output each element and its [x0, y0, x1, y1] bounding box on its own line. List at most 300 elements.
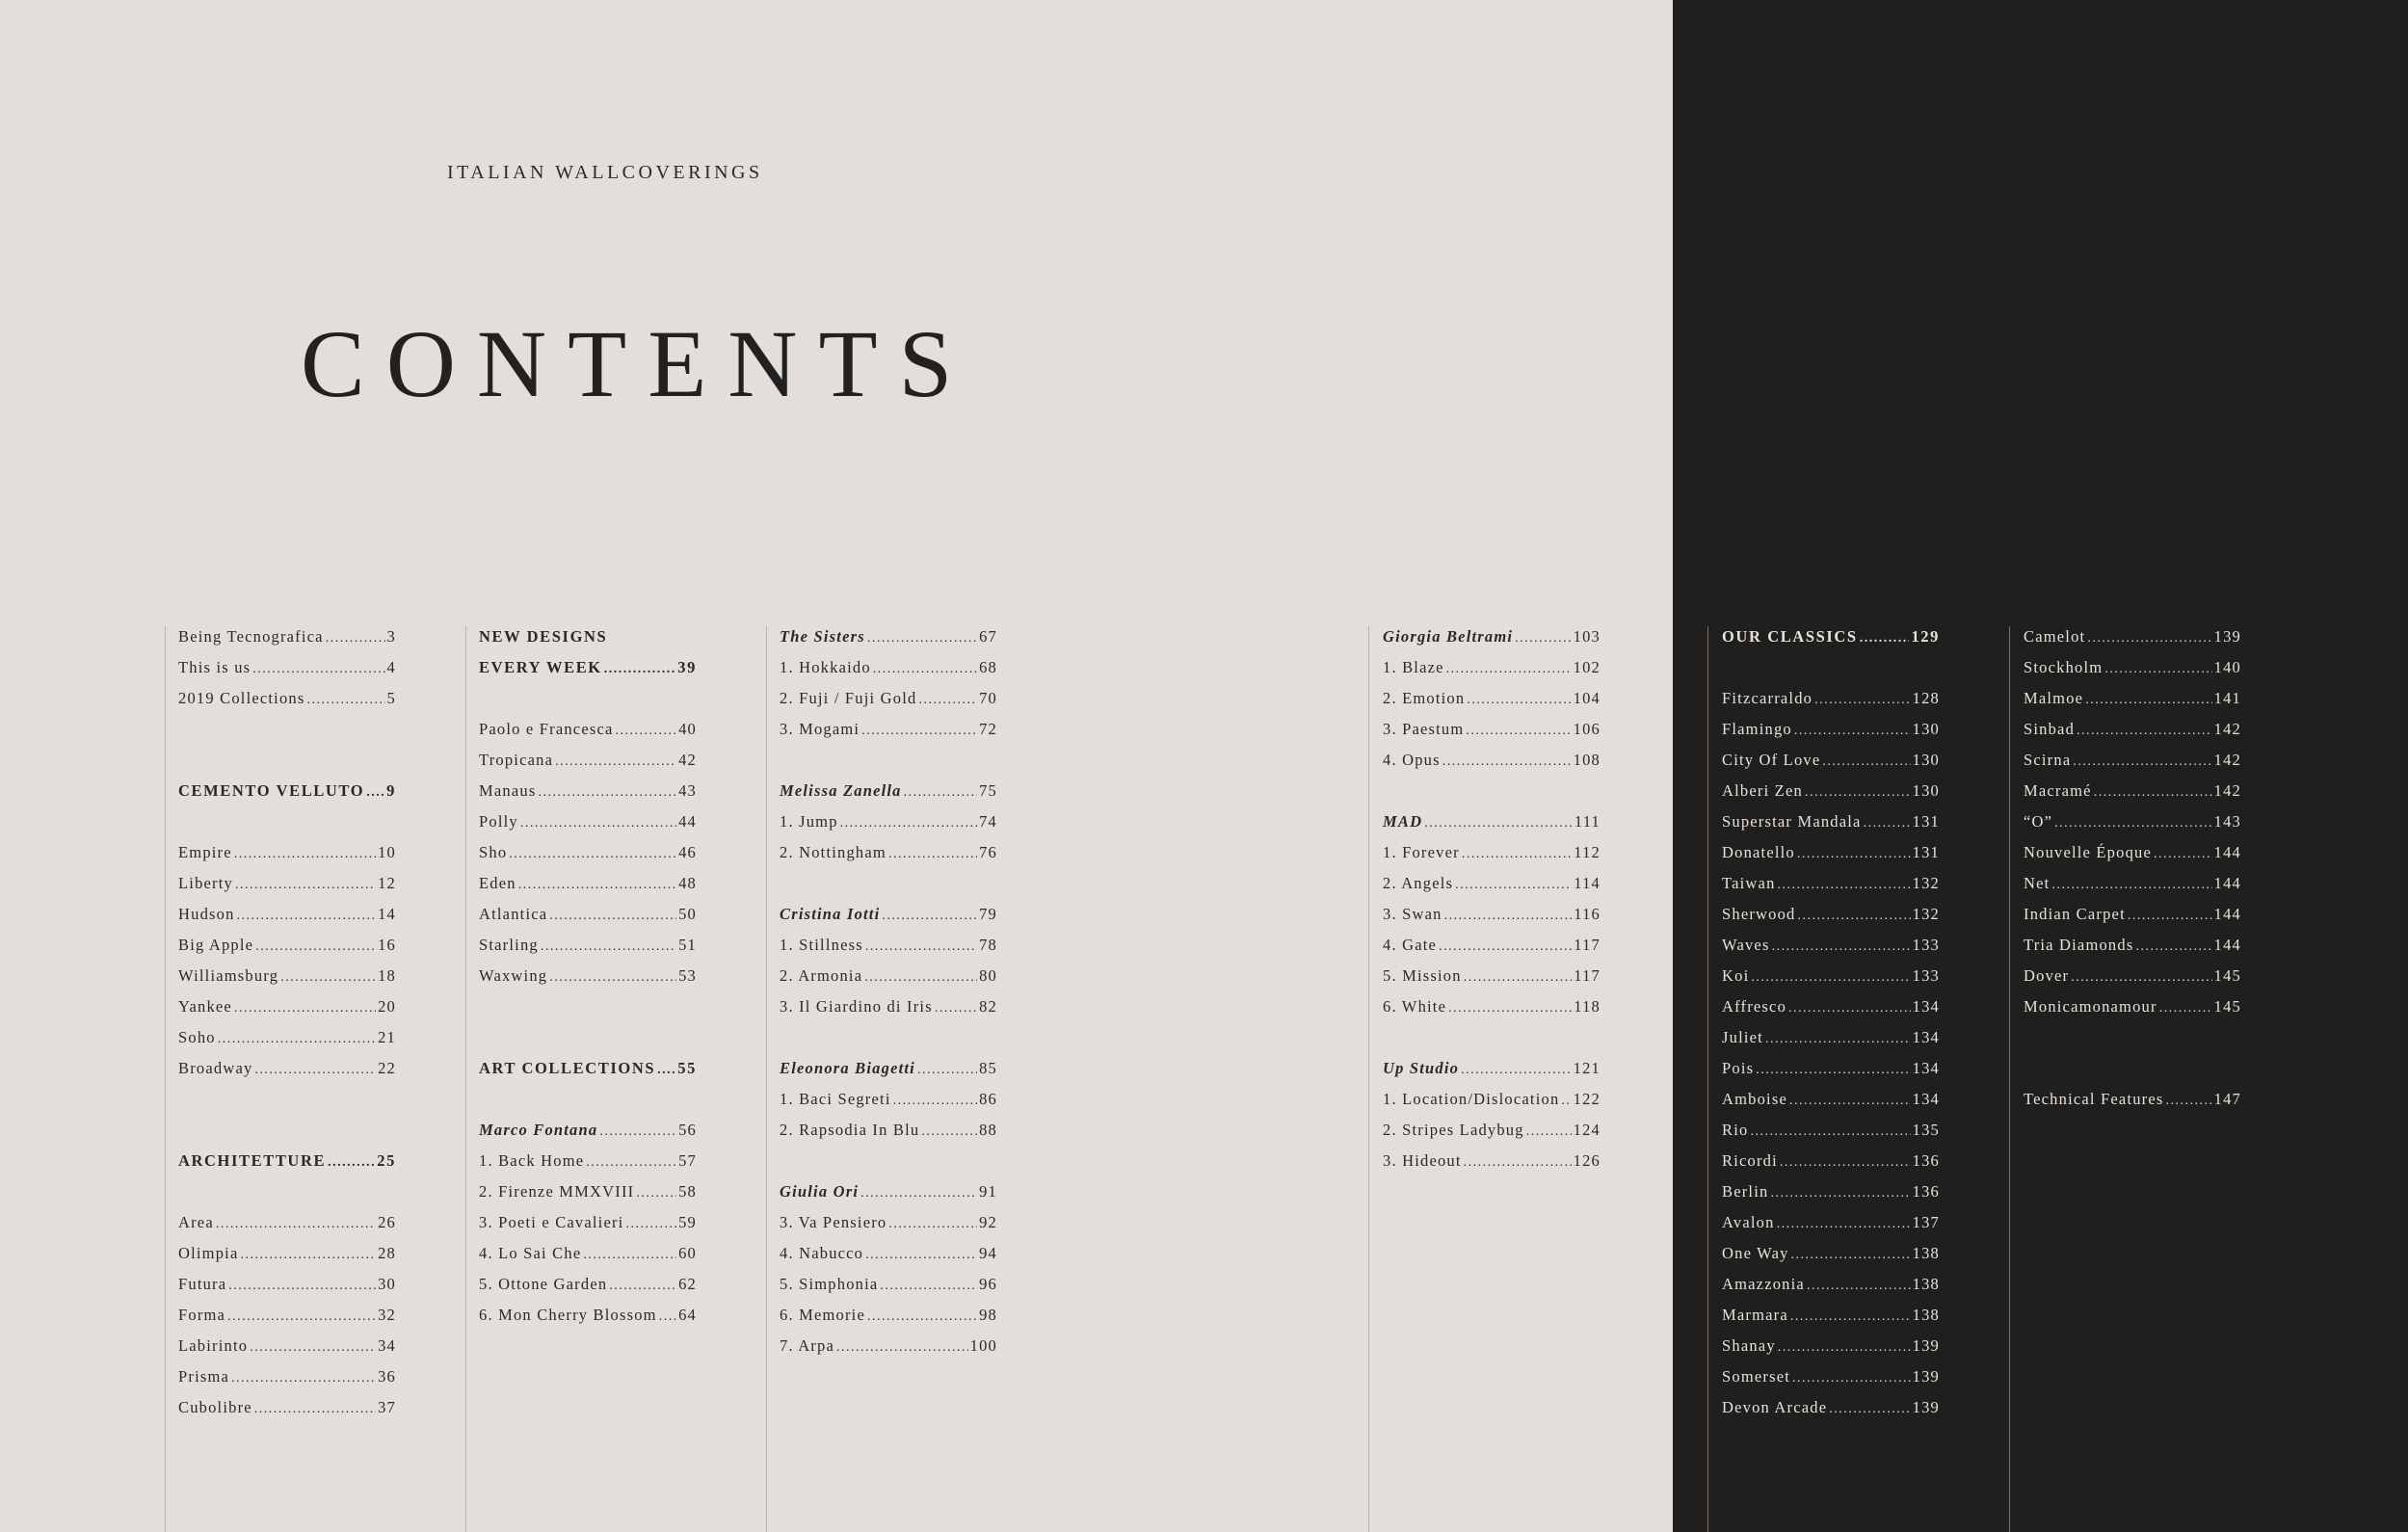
dot-leader: [250, 1340, 376, 1356]
toc-entry-title: Pois: [1722, 1059, 1755, 1077]
toc-entry-title: Rio: [1722, 1121, 1749, 1139]
dot-leader: [2054, 816, 2211, 832]
dot-leader: [1777, 1217, 1911, 1232]
dot-leader: [1439, 939, 1572, 955]
dot-leader: [307, 693, 385, 708]
dot-leader: [1789, 1094, 1911, 1109]
toc-entry-title: Williamsburg: [178, 966, 279, 985]
toc-entry[interactable]: [780, 1306, 997, 1336]
toc-entry-title: Stockholm: [2024, 658, 2104, 676]
toc-entry[interactable]: [479, 1121, 697, 1151]
toc-entry[interactable]: [2024, 627, 2241, 658]
toc-entry[interactable]: [1383, 874, 1601, 905]
toc-entry[interactable]: [178, 781, 396, 812]
toc-page-number: 88: [979, 1121, 997, 1139]
dot-leader: [935, 1001, 977, 1017]
toc-entry[interactable]: [1722, 1398, 1940, 1429]
toc-entry[interactable]: [178, 1336, 396, 1367]
dot-leader: [1561, 1094, 1571, 1109]
toc-column-1: [178, 627, 396, 1429]
toc-entry[interactable]: [178, 1028, 396, 1059]
toc-page-number: 76: [979, 843, 997, 861]
toc-entry[interactable]: [2024, 720, 2241, 751]
toc-entry[interactable]: [178, 1306, 396, 1336]
toc-entry-title: Giorgia Beltrami: [1383, 627, 1514, 646]
toc-entry-title: 2. Rapsodia In Blu: [780, 1121, 920, 1139]
toc-entry[interactable]: [1383, 1090, 1601, 1121]
toc-entry-title: Being Tecnografica: [178, 627, 324, 646]
dot-leader: [609, 1279, 676, 1294]
toc-entry[interactable]: [479, 1275, 697, 1306]
dot-leader: [366, 785, 384, 801]
toc-entry[interactable]: [178, 936, 396, 966]
toc-entry-title: 3. Swan: [1383, 905, 1442, 923]
toc-entry[interactable]: [479, 1306, 697, 1336]
toc-page-number: 25: [377, 1151, 396, 1170]
dot-leader: [2159, 1001, 2212, 1017]
toc-entry-title: Malmoe: [2024, 689, 2084, 707]
toc-entry-title: The Sisters: [780, 627, 865, 646]
toc-entry-title: 1. Forever: [1383, 843, 1460, 861]
toc-entry-title: 1. Blaze: [1383, 658, 1444, 676]
toc-entry[interactable]: [1722, 812, 1940, 843]
toc-page-number: 124: [1573, 1121, 1601, 1139]
toc-entry[interactable]: [178, 905, 396, 936]
toc-page-number: 136: [1912, 1182, 1940, 1201]
toc-entry[interactable]: [1722, 1367, 1940, 1398]
dot-leader: [2073, 754, 2211, 770]
toc-page-number: 94: [979, 1244, 997, 1262]
toc-entry[interactable]: [178, 658, 396, 689]
toc-page-number: 102: [1573, 658, 1601, 676]
toc-entry-title: 3. Il Giardino di Iris: [780, 997, 933, 1016]
toc-entry[interactable]: [1383, 812, 1601, 843]
dot-leader: [549, 970, 676, 986]
toc-entry[interactable]: [479, 720, 697, 751]
toc-entry-title: Affresco: [1722, 997, 1787, 1016]
dot-leader: [888, 1217, 977, 1232]
toc-page-number: 141: [2213, 689, 2241, 707]
dot-leader: [218, 1032, 376, 1047]
toc-entry-title: Cristina Iotti: [780, 905, 881, 923]
toc-entry[interactable]: [1722, 1182, 1940, 1213]
toc-entry[interactable]: [479, 812, 697, 843]
toc-page-number: 55: [677, 1059, 697, 1077]
toc-page-number: 139: [2213, 627, 2241, 646]
toc-entry-title: 2019 Collections: [178, 689, 305, 707]
toc-page-number: 22: [378, 1059, 396, 1077]
toc-entry-title: “O”: [2024, 812, 2053, 831]
toc-entry-title: 7. Arpa: [780, 1336, 834, 1355]
toc-page-number: 50: [678, 905, 697, 923]
toc-entry[interactable]: [479, 781, 697, 812]
toc-entry[interactable]: [1383, 905, 1601, 936]
toc-page-number: 64: [678, 1306, 697, 1324]
dot-leader: [2154, 847, 2212, 862]
toc-entry-title: Labirinto: [178, 1336, 249, 1355]
toc-page-number: 28: [378, 1244, 396, 1262]
toc-spacer: [178, 1090, 396, 1121]
dot-leader: [549, 909, 676, 924]
dot-leader: [1467, 693, 1571, 708]
toc-entry-title: Tropicana: [479, 751, 554, 769]
toc-entry[interactable]: [2024, 812, 2241, 843]
toc-entry[interactable]: [178, 627, 396, 658]
toc-entry[interactable]: [1722, 966, 1940, 997]
toc-entry[interactable]: [479, 658, 697, 689]
toc-entry[interactable]: [780, 1213, 997, 1244]
toc-entry[interactable]: [1722, 1244, 1940, 1275]
toc-entry[interactable]: [178, 966, 396, 997]
toc-entry[interactable]: [1722, 627, 1940, 658]
toc-entry[interactable]: [780, 1182, 997, 1213]
toc-entry-title: 2. Armonia: [780, 966, 863, 985]
toc-entry[interactable]: [780, 1336, 997, 1367]
toc-entry[interactable]: [1722, 720, 1940, 751]
toc-entry-title: One Way: [1722, 1244, 1789, 1262]
toc-page-number: 138: [1912, 1275, 1940, 1293]
toc-entry[interactable]: [2024, 689, 2241, 720]
toc-entry-title: Nouvelle Époque: [2024, 843, 2153, 861]
toc-page-number: 132: [1912, 905, 1940, 923]
toc-entry-title: Futura: [178, 1275, 227, 1293]
dot-leader: [1455, 878, 1572, 893]
toc-entry[interactable]: [479, 1213, 697, 1244]
toc-page-number: 144: [2213, 905, 2241, 923]
dot-leader: [918, 693, 977, 708]
dot-leader: [1462, 847, 1572, 862]
toc-entry[interactable]: [1383, 843, 1601, 874]
toc-entry-title: Olimpia: [178, 1244, 239, 1262]
toc-spacer: [479, 1028, 697, 1059]
toc-entry-title: Cubolibre: [178, 1398, 252, 1416]
toc-entry-title: Melissa Zanella: [780, 781, 902, 800]
toc-entry-title: Donatello: [1722, 843, 1795, 861]
toc-entry-title: 5. Ottone Garden: [479, 1275, 608, 1293]
toc-entry[interactable]: [1722, 1028, 1940, 1059]
toc-entry[interactable]: [1722, 905, 1940, 936]
dot-leader: [2077, 724, 2212, 739]
toc-entry[interactable]: [780, 1059, 997, 1090]
toc-entry-title: Scirna: [2024, 751, 2072, 769]
toc-entry[interactable]: [178, 1275, 396, 1306]
toc-entry[interactable]: [2024, 997, 2241, 1028]
toc-spacer: [2024, 1059, 2241, 1090]
toc-entry[interactable]: [1722, 997, 1940, 1028]
dot-leader: [1805, 785, 1911, 801]
toc-entry-title: Soho: [178, 1028, 216, 1046]
toc-page-number: 147: [2213, 1090, 2241, 1108]
toc-page-number: 36: [378, 1367, 396, 1386]
toc-entry[interactable]: [1722, 1059, 1940, 1090]
toc-page-number: 135: [1912, 1121, 1940, 1139]
toc-entry[interactable]: [479, 1244, 697, 1275]
dot-leader: [1797, 847, 1911, 862]
toc-page-number: 12: [378, 874, 396, 892]
toc-entry[interactable]: [2024, 751, 2241, 781]
column-divider: [1707, 626, 1708, 1532]
toc-entry-title: Avalon: [1722, 1213, 1775, 1231]
toc-entry[interactable]: [479, 751, 697, 781]
toc-entry[interactable]: [1722, 843, 1940, 874]
toc-entry-title: Up Studio: [1383, 1059, 1460, 1077]
toc-entry[interactable]: [2024, 936, 2241, 966]
toc-page-number: 78: [979, 936, 997, 954]
toc-entry-title: 1. Jump: [780, 812, 838, 831]
toc-entry[interactable]: [178, 1213, 396, 1244]
toc-page-number: 14: [378, 905, 396, 923]
toc-entry[interactable]: [1722, 1336, 1940, 1367]
toc-entry[interactable]: [479, 843, 697, 874]
toc-page-number: 130: [1912, 781, 1940, 800]
toc-entry[interactable]: [2024, 874, 2241, 905]
toc-entry-title: 4. Lo Sai Che: [479, 1244, 582, 1262]
toc-page-number: 9: [386, 781, 396, 800]
dot-leader: [917, 1063, 977, 1078]
toc-page-number: 20: [378, 997, 396, 1016]
toc-entry[interactable]: [1383, 936, 1601, 966]
toc-page-number: 18: [378, 966, 396, 985]
toc-entry[interactable]: [780, 720, 997, 751]
toc-page-number: 134: [1912, 1028, 1940, 1046]
toc-entry[interactable]: [1722, 874, 1940, 905]
toc-entry-title: Macramé: [2024, 781, 2092, 800]
toc-page-number: 139: [1912, 1367, 1940, 1386]
toc-entry-title: This is us: [178, 658, 251, 676]
toc-entry-title: Starling: [479, 936, 539, 954]
toc-page-number: 44: [678, 812, 697, 831]
toc-entry[interactable]: [780, 1275, 997, 1306]
toc-entry[interactable]: [479, 966, 697, 997]
toc-entry[interactable]: [780, 905, 997, 936]
toc-entry-title: Marco Fontana: [479, 1121, 598, 1139]
dot-leader: [861, 724, 977, 739]
dot-leader: [1822, 754, 1910, 770]
toc-column-3: [780, 627, 997, 1367]
toc-entry-title: 6. White: [1383, 997, 1447, 1016]
dot-leader: [538, 785, 676, 801]
toc-entry[interactable]: [1722, 781, 1940, 812]
toc-page-number: 62: [678, 1275, 697, 1293]
toc-spacer: [1383, 1028, 1601, 1059]
toc-entry-title: Giulia Ori: [780, 1182, 860, 1201]
dot-leader: [2128, 909, 2212, 924]
toc-entry-title: ARCHITETTURE: [178, 1151, 327, 1170]
dot-leader: [216, 1217, 376, 1232]
toc-entry[interactable]: [479, 1059, 697, 1090]
dot-leader: [1466, 724, 1571, 739]
dot-leader: [1461, 1063, 1572, 1078]
toc-entry[interactable]: [1383, 627, 1601, 658]
dot-leader: [625, 1217, 676, 1232]
toc-page-number: 40: [678, 720, 697, 738]
toc-page-number: 74: [979, 812, 997, 831]
column-divider: [465, 626, 466, 1532]
toc-entry-title: 5. Mission: [1383, 966, 1462, 985]
dot-leader: [893, 1094, 977, 1109]
toc-entry[interactable]: [1383, 689, 1601, 720]
toc-entry[interactable]: [1722, 1306, 1940, 1336]
toc-entry[interactable]: [479, 874, 697, 905]
toc-entry[interactable]: [178, 1244, 396, 1275]
toc-entry[interactable]: [479, 1182, 697, 1213]
toc-entry[interactable]: [780, 843, 997, 874]
toc-entry[interactable]: [178, 1398, 396, 1429]
toc-page-number: 16: [378, 936, 396, 954]
toc-entry[interactable]: [1383, 720, 1601, 751]
toc-spacer: [479, 1090, 697, 1121]
toc-entry[interactable]: [2024, 1090, 2241, 1121]
toc-entry[interactable]: [1383, 1121, 1601, 1151]
toc-entry[interactable]: [2024, 658, 2241, 689]
toc-entry[interactable]: [479, 1151, 697, 1182]
toc-entry-title: 2. Fuji / Fuji Gold: [780, 689, 917, 707]
toc-entry-title: 4. Nabucco: [780, 1244, 864, 1262]
toc-page-number: 43: [678, 781, 697, 800]
toc-entry-title: Devon Arcade: [1722, 1398, 1828, 1416]
toc-entry[interactable]: [178, 874, 396, 905]
toc-entry[interactable]: [1383, 1059, 1601, 1090]
toc-page-number: 56: [678, 1121, 697, 1139]
toc-entry-title: Liberty: [178, 874, 233, 892]
toc-page-number: 134: [1912, 1090, 1940, 1108]
toc-entry[interactable]: [2024, 905, 2241, 936]
toc-page-number: 58: [678, 1182, 697, 1201]
toc-entry[interactable]: [1722, 1213, 1940, 1244]
toc-entry[interactable]: [479, 905, 697, 936]
dot-leader: [860, 1186, 977, 1202]
toc-page-number: 138: [1912, 1244, 1940, 1262]
dot-leader: [237, 909, 377, 924]
toc-entry[interactable]: [2024, 781, 2241, 812]
toc-page-number: 53: [678, 966, 697, 985]
toc-entry[interactable]: [479, 936, 697, 966]
dot-leader: [2135, 939, 2211, 955]
toc-entry[interactable]: [1722, 751, 1940, 781]
toc-entry[interactable]: [780, 781, 997, 812]
toc-entry[interactable]: [780, 627, 997, 658]
dot-leader: [255, 939, 376, 955]
toc-page-number: 117: [1574, 936, 1601, 954]
toc-page-number: 51: [678, 936, 697, 954]
toc-entry[interactable]: [1383, 1151, 1601, 1182]
toc-page-number: 82: [979, 997, 997, 1016]
toc-page-number: 85: [979, 1059, 997, 1077]
toc-entry[interactable]: [1722, 1275, 1940, 1306]
toc-entry-title: 2. Firenze MMXVIII: [479, 1182, 635, 1201]
toc-entry[interactable]: [1722, 1121, 1940, 1151]
dot-leader: [1798, 909, 1911, 924]
toc-page-number: 134: [1912, 997, 1940, 1016]
toc-entry[interactable]: [178, 1367, 396, 1398]
toc-entry-title: Hudson: [178, 905, 235, 923]
toc-entry[interactable]: [780, 658, 997, 689]
toc-column-2: [479, 627, 697, 1336]
dot-leader: [880, 1279, 977, 1294]
toc-entry[interactable]: [780, 1121, 997, 1151]
toc-page-number: 39: [677, 658, 697, 676]
toc-spacer: [780, 874, 997, 905]
toc-entry-title: Flamingo: [1722, 720, 1792, 738]
toc-page-number: 131: [1912, 843, 1940, 861]
toc-page-number: 46: [678, 843, 697, 861]
toc-entry-title: Koi: [1722, 966, 1750, 985]
dot-leader: [326, 631, 385, 647]
toc-page-number: 144: [2213, 874, 2241, 892]
dot-leader: [1778, 878, 1911, 893]
toc-entry[interactable]: [1722, 1090, 1940, 1121]
toc-page-number: 70: [979, 689, 997, 707]
toc-entry[interactable]: [1722, 1151, 1940, 1182]
toc-entry[interactable]: [1722, 689, 1940, 720]
toc-entry[interactable]: [178, 1151, 396, 1182]
dot-leader: [234, 1001, 376, 1017]
toc-entry[interactable]: [1383, 751, 1601, 781]
dot-leader: [1756, 1063, 1910, 1078]
toc-page-number: 142: [2213, 781, 2241, 800]
dot-leader: [865, 939, 977, 955]
toc-entry[interactable]: [780, 1244, 997, 1275]
dot-leader: [1807, 1279, 1911, 1294]
toc-entry-title: Berlin: [1722, 1182, 1769, 1201]
toc-entry[interactable]: [178, 997, 396, 1028]
toc-entry[interactable]: [178, 689, 396, 720]
toc-entry[interactable]: [780, 997, 997, 1028]
toc-entry[interactable]: [2024, 843, 2241, 874]
dot-leader: [1448, 1001, 1572, 1017]
toc-page-number: 34: [378, 1336, 396, 1355]
toc-entry[interactable]: [1383, 658, 1601, 689]
dot-leader: [1442, 754, 1572, 770]
toc-page-number: 108: [1573, 751, 1601, 769]
toc-entry-title: 5. Simphonia: [780, 1275, 879, 1293]
toc-entry[interactable]: [1383, 966, 1601, 997]
toc-entry[interactable]: [780, 936, 997, 966]
toc-entry[interactable]: [780, 1090, 997, 1121]
toc-spacer: [1383, 781, 1601, 812]
toc-spacer: [780, 1151, 997, 1182]
dot-leader: [1515, 631, 1571, 647]
toc-entry-title: 4. Gate: [1383, 936, 1438, 954]
toc-page-number: 42: [678, 751, 697, 769]
toc-entry-title: Alberi Zen: [1722, 781, 1803, 800]
toc-entry[interactable]: [1383, 997, 1601, 1028]
dot-leader: [228, 1279, 376, 1294]
toc-entry[interactable]: [479, 627, 697, 658]
toc-entry-title: Indian Carpet: [2024, 905, 2126, 923]
toc-entry[interactable]: [780, 812, 997, 843]
toc-entry[interactable]: [780, 689, 997, 720]
toc-entry[interactable]: [1722, 936, 1940, 966]
dot-leader: [328, 1155, 375, 1171]
toc-entry-title: Eleonora Biagetti: [780, 1059, 915, 1077]
toc-entry[interactable]: [2024, 966, 2241, 997]
toc-page-number: 79: [979, 905, 997, 923]
toc-entry-title: 2. Angels: [1383, 874, 1454, 892]
toc-entry[interactable]: [178, 843, 396, 874]
toc-entry-title: Monicamonamour: [2024, 997, 2157, 1016]
dot-leader: [1864, 816, 1911, 832]
toc-page-number: 130: [1912, 751, 1940, 769]
toc-entry[interactable]: [178, 1059, 396, 1090]
toc-entry-title: 6. Mon Cherry Blossom: [479, 1306, 657, 1324]
toc-entry-title: Manaus: [479, 781, 537, 800]
toc-entry[interactable]: [780, 966, 997, 997]
toc-page-number: 67: [979, 627, 997, 646]
dot-leader: [234, 847, 376, 862]
brand-label: ITALIAN WALLCOVERINGS: [447, 162, 763, 183]
toc-entry-title: Broadway: [178, 1059, 253, 1077]
